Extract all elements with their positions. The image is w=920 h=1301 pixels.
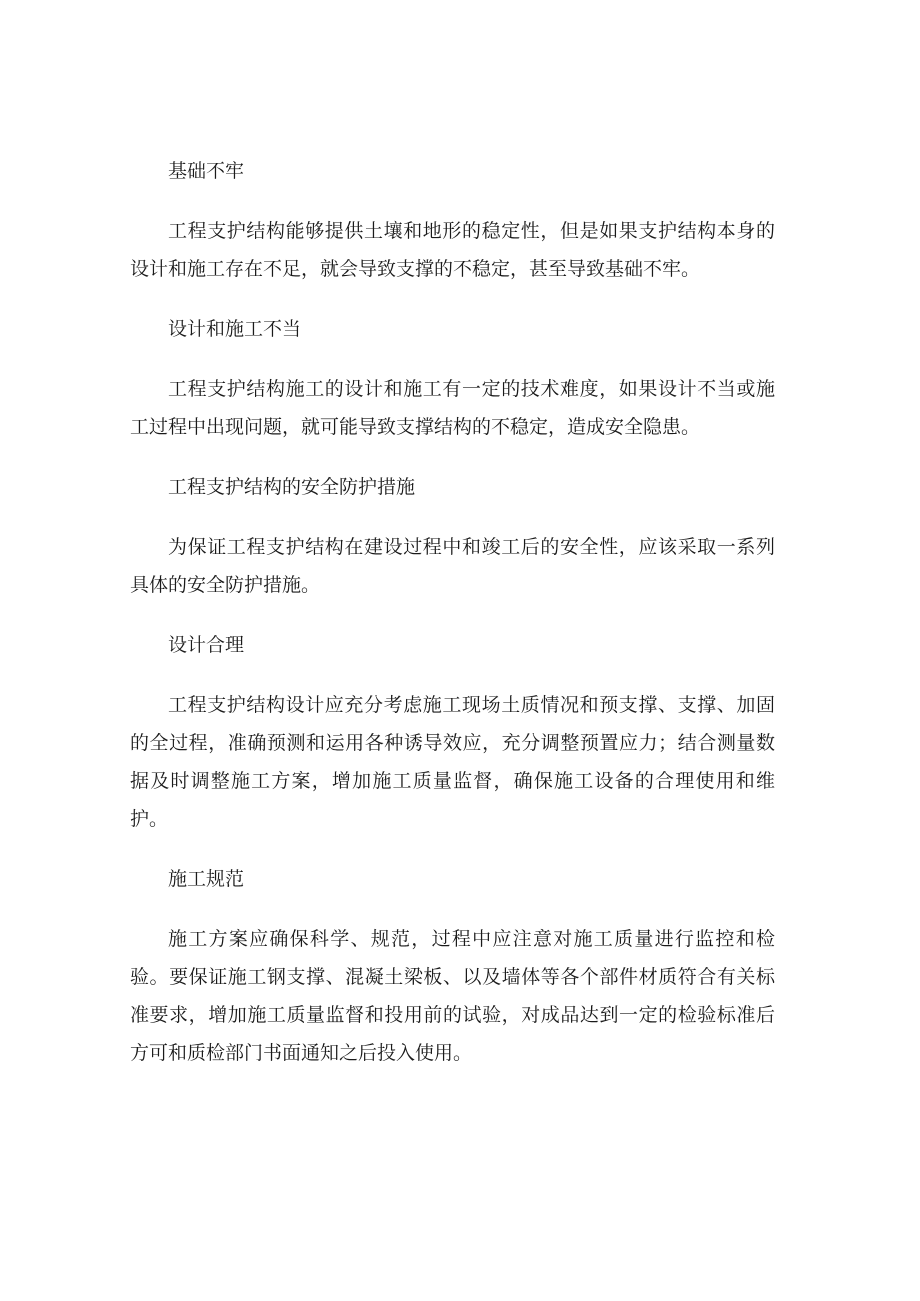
document-body (130, 152, 775, 1094)
section-heading-construction-standards: 施工规范 (168, 868, 245, 890)
section-heading-design-construction: 设计和施工不当 (168, 318, 302, 340)
section-heading-foundation: 基础不牢 (168, 160, 245, 182)
section-body-construction-standards: 施工方案应确保科学、规范，过程中应注意对施工质量进行监控和检验。要保证施工钢支撑、混凝土梁板、以及墙体等各个部件材质符合有关标准要求，增加施工质量监督和投用前的试验，对成品达到一定的检验标准后方可和质检部门书面通知之后投入使用。 (130, 928, 775, 1064)
section-body-foundation: 工程支护结构能够提供土壤和地形的稳定性，但是如果支护结构本身的设计和施工存在不足，就会导致支撑的不稳定，甚至导致基础不牢。 (130, 220, 775, 280)
section-body-design-construction: 工程支护结构施工的设计和施工有一定的技术难度，如果设计不当或施工过程中出现问题，就可能导致支撑结构的不稳定，造成安全隐患。 (130, 378, 775, 438)
section-body-safety-measures: 为保证工程支护结构在建设过程中和竣工后的安全性，应该采取一系列具体的安全防护措施。 (130, 536, 775, 596)
section-heading-reasonable-design: 设计合理 (168, 634, 245, 656)
section-heading-safety-measures: 工程支护结构的安全防护措施 (168, 476, 416, 498)
section-body-reasonable-design: 工程支护结构设计应充分考虑施工现场土质情况和预支撑、支撑、加固的全过程，准确预测和运用各种诱导效应，充分调整预置应力；结合测量数据及时调整施工方案，增加施工质量监督，确保施工设备的合理使用和维护。 (130, 694, 775, 830)
